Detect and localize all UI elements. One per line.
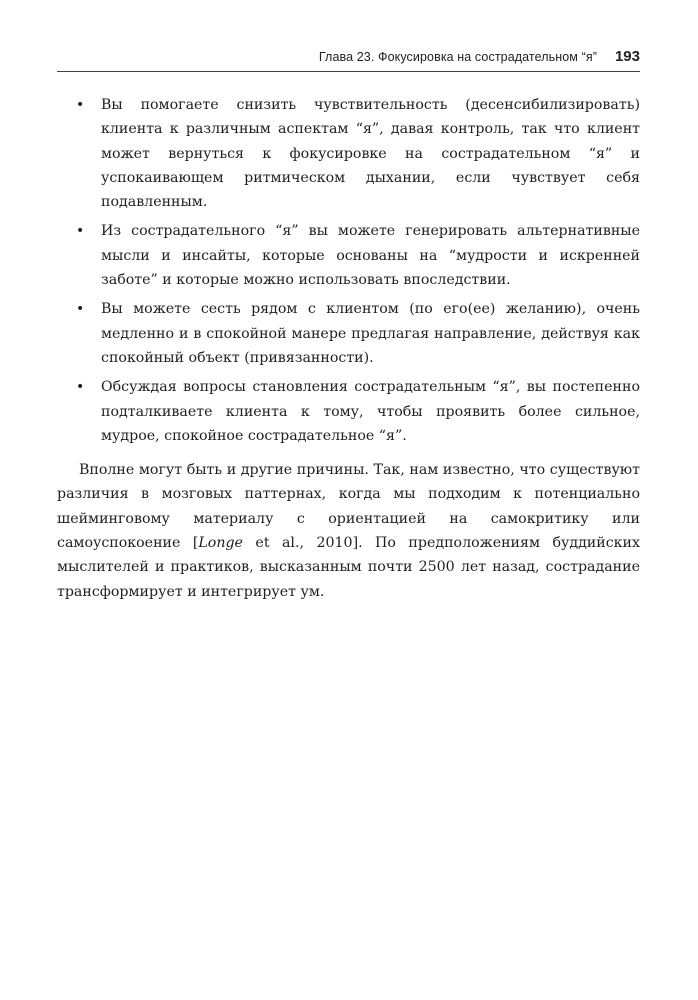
- chapter-title: Глава 23. Фокусировка на сострадательном “я”: [318, 50, 597, 64]
- paragraph-text-start: Вполне могут быть и другие причины. Так, нам известно, что существуют различия в мозговых паттернах, когда мы подходим к потенциально шейминговому материалу с ориентацией на самокритику или самоуспокоение [: [57, 462, 640, 552]
- list-item: [57, 297, 640, 370]
- bullet-icon: •: [76, 379, 85, 396]
- bullet-list: [57, 93, 640, 448]
- bullet-icon: •: [76, 223, 85, 240]
- citation-year: et al., 2010: [242, 535, 353, 552]
- body-paragraph: [57, 458, 640, 604]
- page-body: [57, 93, 640, 604]
- bullet-icon: •: [76, 97, 85, 113]
- list-item-text: Вы помогаете снизить чувствительность (десенсибилизировать) клиента к различным аспектам “я”, давая контроль, так что клиент может вернуться к фокусировке на сострадательном “я” и успокаивающем ритмическом дыхании, если чувствует себя подавленным.: [101, 97, 640, 211]
- running-header: [57, 44, 640, 72]
- citation-author: Longe: [198, 535, 243, 552]
- page-number: 193: [614, 48, 640, 65]
- bullet-icon: •: [76, 301, 85, 318]
- paragraph-text-end: ]. По предположениям буддийских мыслителей и практиков, высказанным почти 2500 лет назад, сострадание трансформирует и интегрирует ум.: [57, 535, 640, 600]
- list-item: [57, 219, 640, 292]
- list-item-text: Обсуждая вопросы становления сострадательным “я”, вы постепенно подталкиваете клиента к тому, чтобы проявить более сильное, мудрое, спокойное сострадательное “я”.: [101, 379, 640, 444]
- list-item-text: Из сострадательного “я” вы можете генерировать альтернативные мысли и инсайты, которые основаны на “мудрости и искренней заботе” и которые можно использовать впоследствии.: [101, 223, 640, 289]
- list-item-text: Вы можете сесть рядом с клиентом (по его(ее) желанию), очень медленно и в спокойной манере предлагая направление, действуя как спокойный объект (привязанности).: [101, 301, 640, 366]
- list-item: [57, 375, 640, 448]
- list-item: [57, 93, 640, 214]
